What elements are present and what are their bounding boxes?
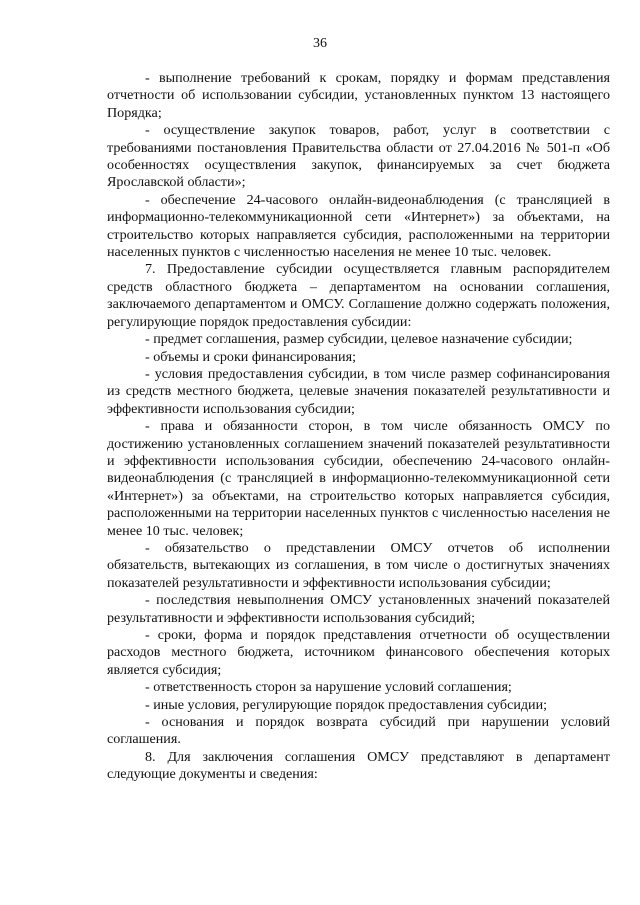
paragraph: - условия предоставления субсидии, в том числе размер софинансирования из средств местного бюджета, целевые значения показателей результативности и эффективности использования субсидии; xyxy=(107,365,610,417)
page-number: 36 xyxy=(313,36,327,51)
paragraph: - права и обязанности сторон, в том числе обязанность ОМСУ по достижению установленных соглашением значений показателей результативности и эффективности использования субсидии, обеспечению 24-часового онлайн-видеонаблюдения (с трансляцией в информационно-телекоммуникационной сети «Интернет») за объектами, на строительство которых направляется субсидия, расположенными на территории населенных пунктов с численностью населения не менее 10 тыс. человек; xyxy=(107,418,610,539)
paragraph: - обязательство о представлении ОМСУ отчетов об исполнении обязательств, вытекающих из соглашения, в том числе о достигнутых значениях показателей результативности и эффективности использования субсидии; xyxy=(107,539,610,591)
paragraph: - ответственность сторон за нарушение условий соглашения; xyxy=(145,679,512,696)
paragraph: - сроки, форма и порядок представления отчетности об осуществлении расходов местного бюджета, источником финансового обеспечения которых является субсидия; xyxy=(107,627,610,678)
paragraph: - последствия невыполнения ОМСУ установленных значений показателей результативности и эффективности использования субсидий; xyxy=(107,592,610,626)
document-body xyxy=(107,70,610,784)
paragraph: 8. Для заключения соглашения ОМСУ представляют в департамент следующие документы и сведения: xyxy=(107,748,610,783)
paragraph: - объемы и сроки финансирования; xyxy=(145,348,356,365)
paragraph: - иные условия, регулирующие порядок предоставления субсидии; xyxy=(145,696,548,713)
paragraph: - выполнение требований к срокам, порядку и формам представления отчетности об использовании субсидии, установленных пунктом 13 настоящего Порядка; xyxy=(107,70,610,121)
paragraph: - основания и порядок возврата субсидий при нарушении условий соглашения. xyxy=(107,714,610,748)
paragraph: - обеспечение 24-часового онлайн-видеонаблюдения (с трансляцией в информационно-телекоммуникационной сети «Интернет») за объектами, на строительство которых направляется субсидия, расположенными на территории населенных пунктов с численностью населения не менее 10 тыс. человек. xyxy=(107,191,610,261)
paragraph: - предмет соглашения, размер субсидии, целевое назначение субсидии; xyxy=(145,331,573,348)
paragraph: 7. Предоставление субсидии осуществляется главным распорядителем средств областного бюджета – департаментом на основании соглашения, заключаемого департаментом и ОМСУ. Соглашение должно содержать положения, регулирующие порядок предоставления субсидии: xyxy=(107,261,610,330)
paragraph: - осуществление закупок товаров, работ, услуг в соответствии с требованиями постановления Правительства области от 27.04.2016 № 501-п «Об особенностях осуществления закупок, финансируемых за счет бюджета Ярославской области»; xyxy=(107,122,610,191)
